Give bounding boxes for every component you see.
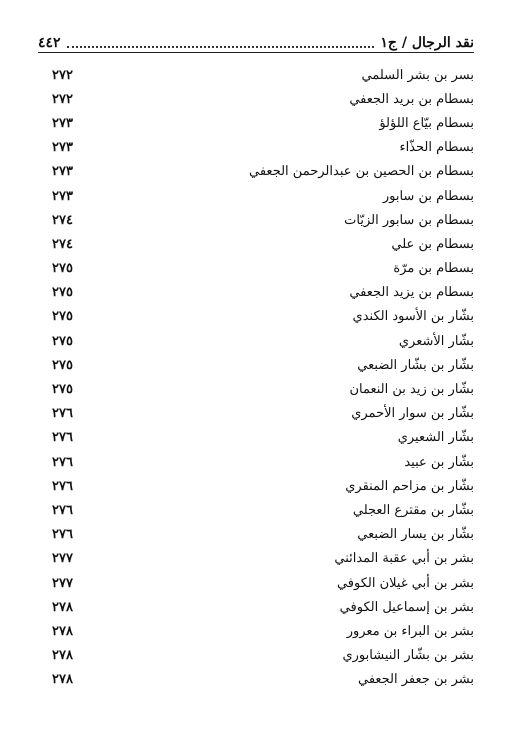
index-entry: [52, 571, 474, 595]
entry-page-number: ٢٧٨: [52, 623, 73, 639]
entry-page-number: ٢٧٣: [52, 188, 73, 204]
entry-name: بشّار بن الأسود الكندي: [352, 309, 474, 325]
index-entry: [52, 547, 474, 571]
entry-page-number: ٢٧٥: [52, 261, 73, 277]
index-entry: [52, 329, 474, 353]
index-entry: [52, 619, 474, 643]
index-entry: [52, 208, 474, 232]
entry-name: بشر بن إسماعيل الكوفي: [339, 599, 474, 615]
entry-page-number: ٢٧٦: [52, 527, 73, 543]
entry-page-number: ٢٧٥: [52, 382, 73, 398]
entry-name: بسر بن بشر السلمي: [361, 67, 474, 83]
entry-name: بسطام بن علي: [391, 236, 474, 252]
entry-name: بشّار بن مقترع العجلي: [352, 502, 474, 518]
index-entry: [52, 87, 474, 111]
entry-page-number: ٢٧٣: [52, 115, 73, 131]
index-entry: [52, 402, 474, 426]
entry-page-number: ٢٧٦: [52, 502, 73, 518]
entry-page-number: ٢٧٥: [52, 333, 73, 349]
entry-name: بشر بن بشّار النيشابوري: [342, 648, 474, 664]
index-entry: [52, 353, 474, 377]
entry-page-number: ٢٧٨: [52, 648, 73, 664]
index-entry: [52, 281, 474, 305]
entry-name: بشّار بن مزاحم المنقري: [345, 478, 474, 494]
index-entry: [52, 184, 474, 208]
entry-page-number: ٢٧٦: [52, 454, 73, 470]
running-header: [38, 30, 474, 53]
entry-page-number: ٢٧٧: [52, 575, 73, 591]
index-entry: [52, 595, 474, 619]
entry-name: بشّار بن زيد بن النعمان: [349, 382, 474, 398]
entry-name: بسطام الحذّاء: [399, 140, 474, 156]
entry-name: بسطام بن سابور: [382, 188, 474, 204]
index-entry: [52, 160, 474, 184]
entry-page-number: ٢٧٣: [52, 164, 73, 180]
entry-name: بشّار بن بشّار الضبعي: [357, 357, 474, 373]
entry-name: بشر بن جعفر الجعفي: [357, 672, 474, 688]
entry-page-number: ٢٧٦: [52, 406, 73, 422]
entry-page-number: ٢٧٤: [52, 212, 73, 228]
book-title: نقد الرجال / ج١: [380, 35, 474, 51]
entry-page-number: ٢٧٣: [52, 140, 73, 156]
entry-page-number: ٢٧٤: [52, 236, 73, 252]
entry-page-number: ٢٧٧: [52, 551, 73, 567]
entry-name: بشر بن أبي غيلان الكوفي: [336, 575, 474, 591]
entry-name: بشّار بن سوار الأحمري: [351, 406, 474, 422]
index-entry: [52, 498, 474, 522]
index-entry: [52, 474, 474, 498]
index-entry: [52, 305, 474, 329]
entry-name: بشّار الشعيري: [397, 430, 474, 446]
entry-name: بسطام بن بريد الجعفي: [349, 91, 474, 107]
entry-name: بشّار الأشعري: [398, 333, 474, 349]
dot-leader: [67, 46, 375, 48]
entry-name: بشر بن أبي عقبة المدائني: [334, 551, 474, 567]
entry-page-number: ٢٧٦: [52, 430, 73, 446]
entry-name: بسطام بن الحصين بن عبدالرحمن الجعفي: [249, 164, 474, 180]
entry-page-number: ٢٧٦: [52, 478, 73, 494]
entry-name: بسطام بيّاع اللؤلؤ: [379, 115, 474, 131]
index-entry: [52, 644, 474, 668]
entry-name: بشّار بن عبيد: [404, 454, 474, 470]
index-entry: [52, 523, 474, 547]
entry-name: بسطام بن سابور الزيّات: [344, 212, 474, 228]
index-entry: [52, 426, 474, 450]
entry-page-number: ٢٧٥: [52, 357, 73, 373]
entry-name: بشر بن البراء بن معرور: [346, 623, 474, 639]
entry-name: بسطام بن يزيد الجعفي: [349, 285, 474, 301]
entry-name: بشّار بن يسار الضبعي: [357, 527, 474, 543]
entry-page-number: ٢٧٥: [52, 285, 73, 301]
index-entry: [52, 111, 474, 135]
index-entry: [52, 668, 474, 692]
index-entry: [52, 377, 474, 401]
entry-name: بسطام بن مرّة: [393, 261, 474, 277]
entry-page-number: ٢٧٨: [52, 672, 73, 688]
index-entry: [52, 136, 474, 160]
entry-page-number: ٢٧٨: [52, 599, 73, 615]
entry-page-number: ٢٧٢: [52, 67, 73, 83]
page-number: ٤٤٢: [38, 35, 61, 51]
index-entry: [52, 450, 474, 474]
index-entry: [52, 232, 474, 256]
index-entry: [52, 63, 474, 87]
index-entry: [52, 257, 474, 281]
index-list: [52, 63, 474, 692]
entry-page-number: ٢٧٥: [52, 309, 73, 325]
entry-page-number: ٢٧٢: [52, 91, 73, 107]
